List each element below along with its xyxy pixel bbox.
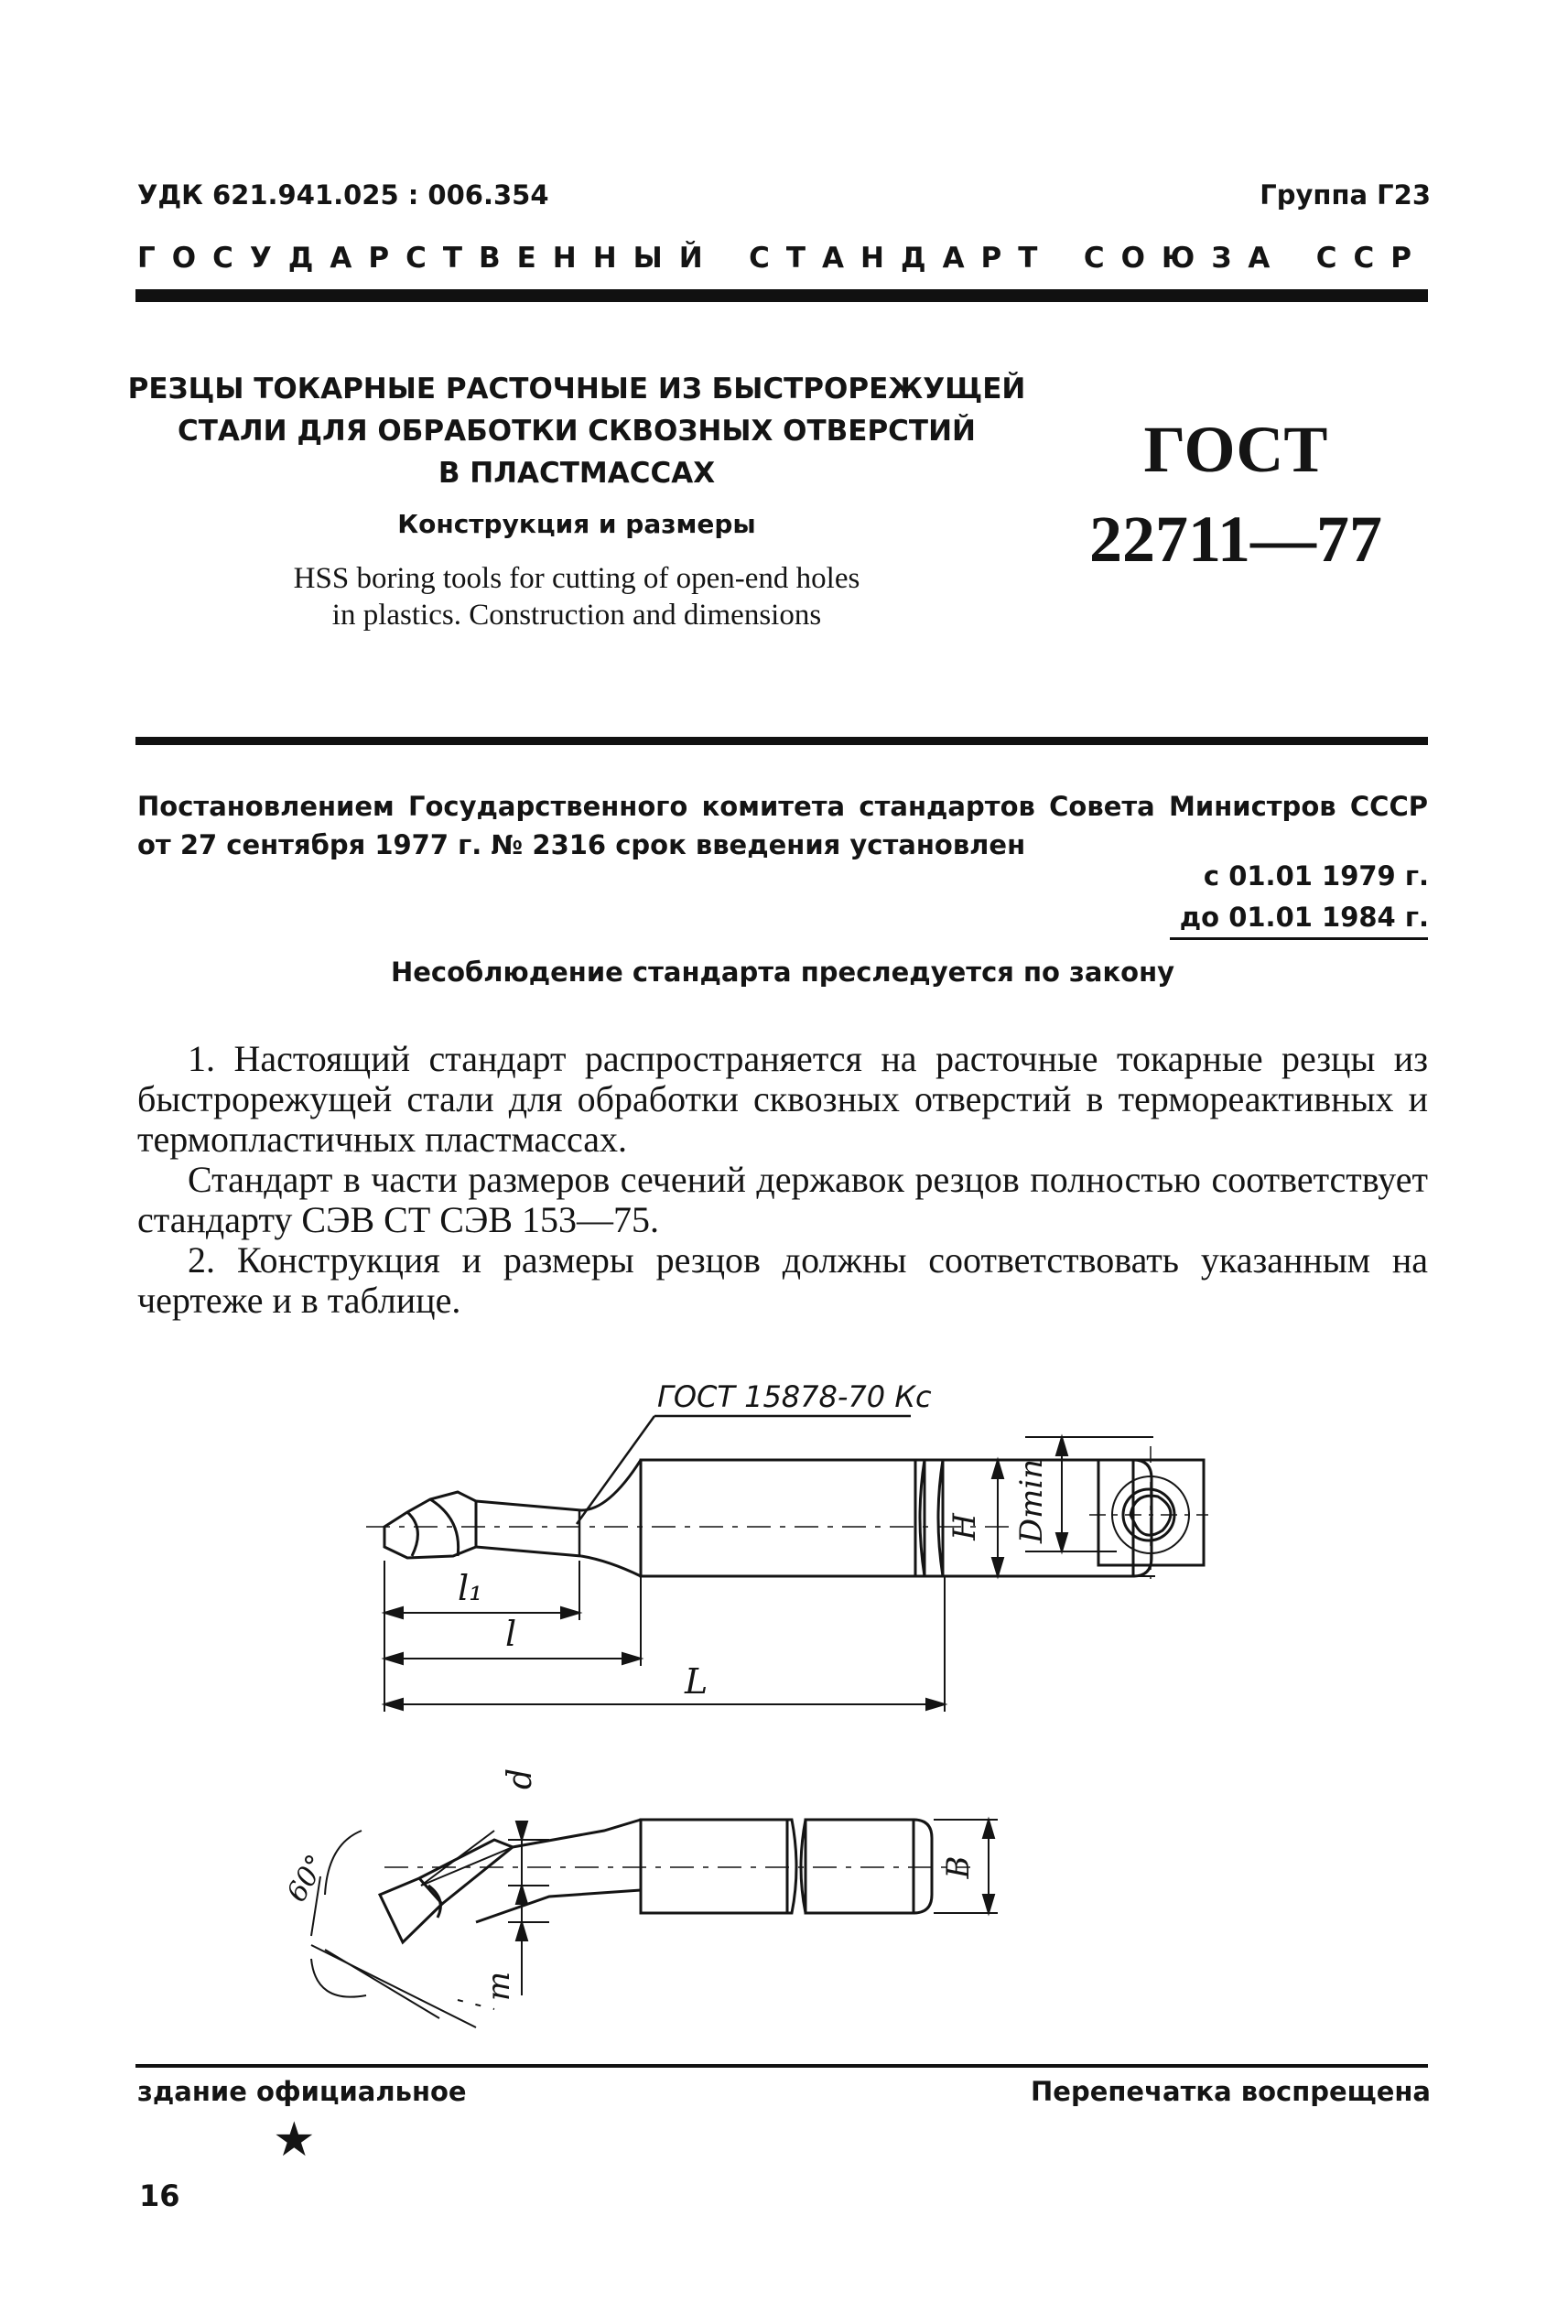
gost-label: ГОСТ	[1143, 413, 1328, 486]
angle-label: 60°	[280, 1849, 333, 1908]
page-number: 16	[139, 2178, 180, 2213]
title-line: РЕЗЦЫ ТОКАРНЫЕ РАСТОЧНЫЕ ИЗ БЫСТРОРЕЖУЩЕЙ	[127, 373, 1026, 405]
drawing-note: ГОСТ 15878-70 Кс	[657, 1379, 932, 1414]
section-rule	[135, 737, 1428, 745]
paragraph: 1. Настоящий стандарт распространяется на расточные токарные резцы из быстрорежущей стали для обработки сквозных отверстий в термореактивных и термопластичных пластмассах.	[137, 1038, 1428, 1160]
date-rule	[1170, 937, 1428, 940]
tool-side-view	[366, 1460, 1152, 1576]
english-title-line: in plastics. Construction and dimensions	[331, 599, 822, 632]
title-line: СТАЛИ ДЛЯ ОБРАБОТКИ СКВОЗНЫХ ОТВЕРСТИЙ	[178, 415, 976, 448]
date-from: с 01.01 1979 г.	[1203, 860, 1429, 892]
state-standard-word: ГОСУДАРСТВЕННЫЙ	[137, 242, 719, 275]
plan-view-dimensions	[311, 1820, 998, 2027]
group-code: Группа Г23	[1260, 179, 1431, 211]
state-standard-word: СТАНДАРТ	[749, 242, 1054, 275]
decree-text: Постановлением Государственного комитета стандартов Совета Министров СССР от 27 сентября 1977 г. № 2316 срок введения установлен	[137, 791, 1428, 860]
paragraph: Стандарт в части размеров сечений державок резцов полностью соответствует стандарту СЭВ СТ СЭВ 153—75.	[137, 1159, 1428, 1240]
dimension-label-H: H	[946, 1513, 983, 1540]
paragraph: 2. Конструкция и размеры резцов должны соответствовать указанным на чертеже и в таблице.	[137, 1239, 1428, 1321]
edition-note: здание официальное	[137, 2076, 467, 2107]
state-standard-word: ССР	[1315, 242, 1428, 275]
footer-rule	[135, 2064, 1428, 2068]
star-icon: ★	[273, 2113, 316, 2167]
udk-code: УДК 621.941.025 : 006.354	[137, 179, 549, 211]
date-to: до 01.01 1984 г.	[1179, 902, 1429, 933]
dimension-label-L: L	[685, 1661, 708, 1702]
dimension-label-dmin: Dmin	[1013, 1458, 1050, 1544]
document-title	[119, 368, 1034, 494]
dimension-label-b: B	[940, 1855, 977, 1879]
dimension-label-l1: l₁	[458, 1568, 483, 1608]
header-rule	[135, 289, 1428, 302]
dimension-label-m: m	[481, 1971, 517, 2002]
tool-end-view	[1089, 1446, 1208, 1579]
english-title	[119, 560, 1034, 633]
legal-warning: Несоблюдение стандарта преследуется по закону	[390, 957, 1175, 988]
dimension-lines	[384, 1437, 1155, 1712]
state-standard-heading	[137, 242, 1428, 275]
state-standard-word: СОЮЗА	[1083, 242, 1287, 275]
title-line: В ПЛАСТМАССАХ	[438, 457, 716, 490]
gost-number: 22711—77	[1088, 503, 1383, 576]
document-subtitle: Конструкция и размеры	[397, 509, 756, 539]
dimension-label-d: d	[502, 1767, 539, 1789]
dimension-label-l: l	[505, 1614, 517, 1654]
body-text	[137, 1039, 1428, 1321]
reprint-note: Перепечатка воспрещена	[1031, 2076, 1431, 2107]
english-title-line: HSS boring tools for cutting of open-end holes	[293, 562, 860, 595]
tool-plan-view	[380, 1820, 970, 1942]
